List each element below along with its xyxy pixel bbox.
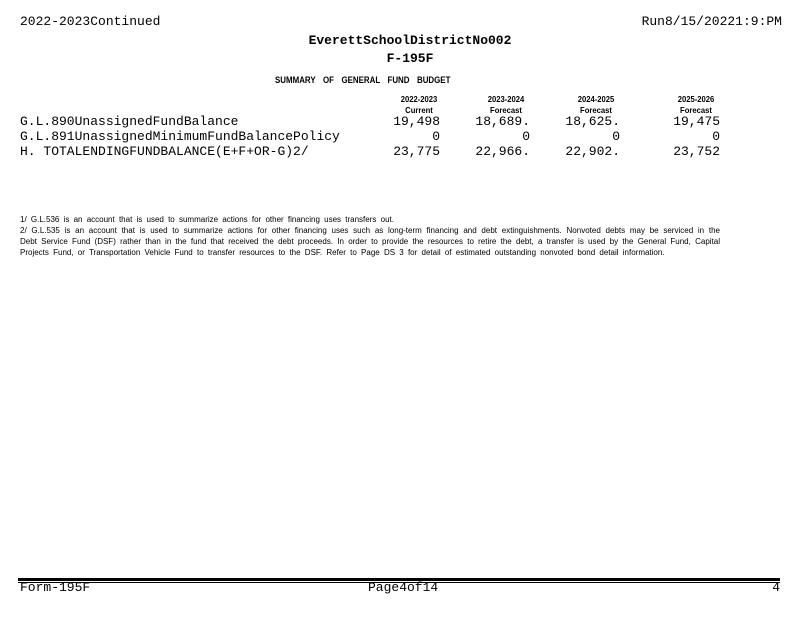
footer-page-index: 4 <box>772 580 780 595</box>
cell-value: 22,902. <box>565 144 620 159</box>
column-year-3: 2024-2025 <box>577 94 615 104</box>
form-title: F-195F <box>386 51 434 66</box>
column-status-1: Current <box>405 105 433 115</box>
footer-form-id: Form-195F <box>20 580 91 595</box>
column-status-3: Forecast <box>580 105 612 115</box>
cell-value: 23,752 <box>673 144 720 159</box>
column-status-4: Forecast <box>680 105 712 115</box>
cell-value: 0 <box>712 129 720 144</box>
column-status-2: Forecast <box>490 105 522 115</box>
cell-value: 23,775 <box>393 144 440 159</box>
district-title: EverettSchoolDistrictNo002 <box>308 33 512 48</box>
row-label: G.L.891UnassignedMinimumFundBalancePolicy <box>20 129 340 144</box>
report-subtitle: SUMMARY OF GENERAL FUND BUDGET <box>275 75 451 85</box>
row-label: G.L.890UnassignedFundBalance <box>20 114 239 129</box>
cell-value: 18,625. <box>565 114 620 129</box>
column-year-1: 2022-2023 <box>400 94 438 104</box>
cell-value: 22,966. <box>475 144 530 159</box>
run-timestamp: Run8/15/20221:9:PM <box>641 14 782 29</box>
cell-value: 19,475 <box>673 114 720 129</box>
report-period: 2022-2023Continued <box>20 14 161 29</box>
footnotes <box>20 214 720 258</box>
footer-page-number: Page4of14 <box>368 580 439 595</box>
footnote-2: 2/ G.L.535 is an account that is used to summarize actions for other financing uses such as long-term financing and debt extinguishments. Nonvoted debts may be serviced in the Debt Service Fund (DSF) rather than in the fund that received the debt proceeds. In order to provide the resources to retire the debt, a transfer is used by the General Fund, Capital Projects Fund, or Transportation Vehicle Fund to transfer resources to the DSF. Refer to Page DS 3 for detail of estimated outstanding nonvoted bond detail information. <box>20 226 720 257</box>
cell-value: 19,498 <box>393 114 440 129</box>
column-year-2: 2023-2024 <box>487 94 525 104</box>
row-label: H. TOTALENDINGFUNDBALANCE(E+F+OR-G)2/ <box>20 144 309 159</box>
cell-value: 0 <box>522 129 530 144</box>
column-year-4: 2025-2026 <box>677 94 715 104</box>
cell-value: 0 <box>432 129 440 144</box>
cell-value: 18,689. <box>475 114 530 129</box>
cell-value: 0 <box>612 129 620 144</box>
footnote-1: 1/ G.L.536 is an account that is used to summarize actions for other financing uses transfers out. <box>20 215 394 224</box>
